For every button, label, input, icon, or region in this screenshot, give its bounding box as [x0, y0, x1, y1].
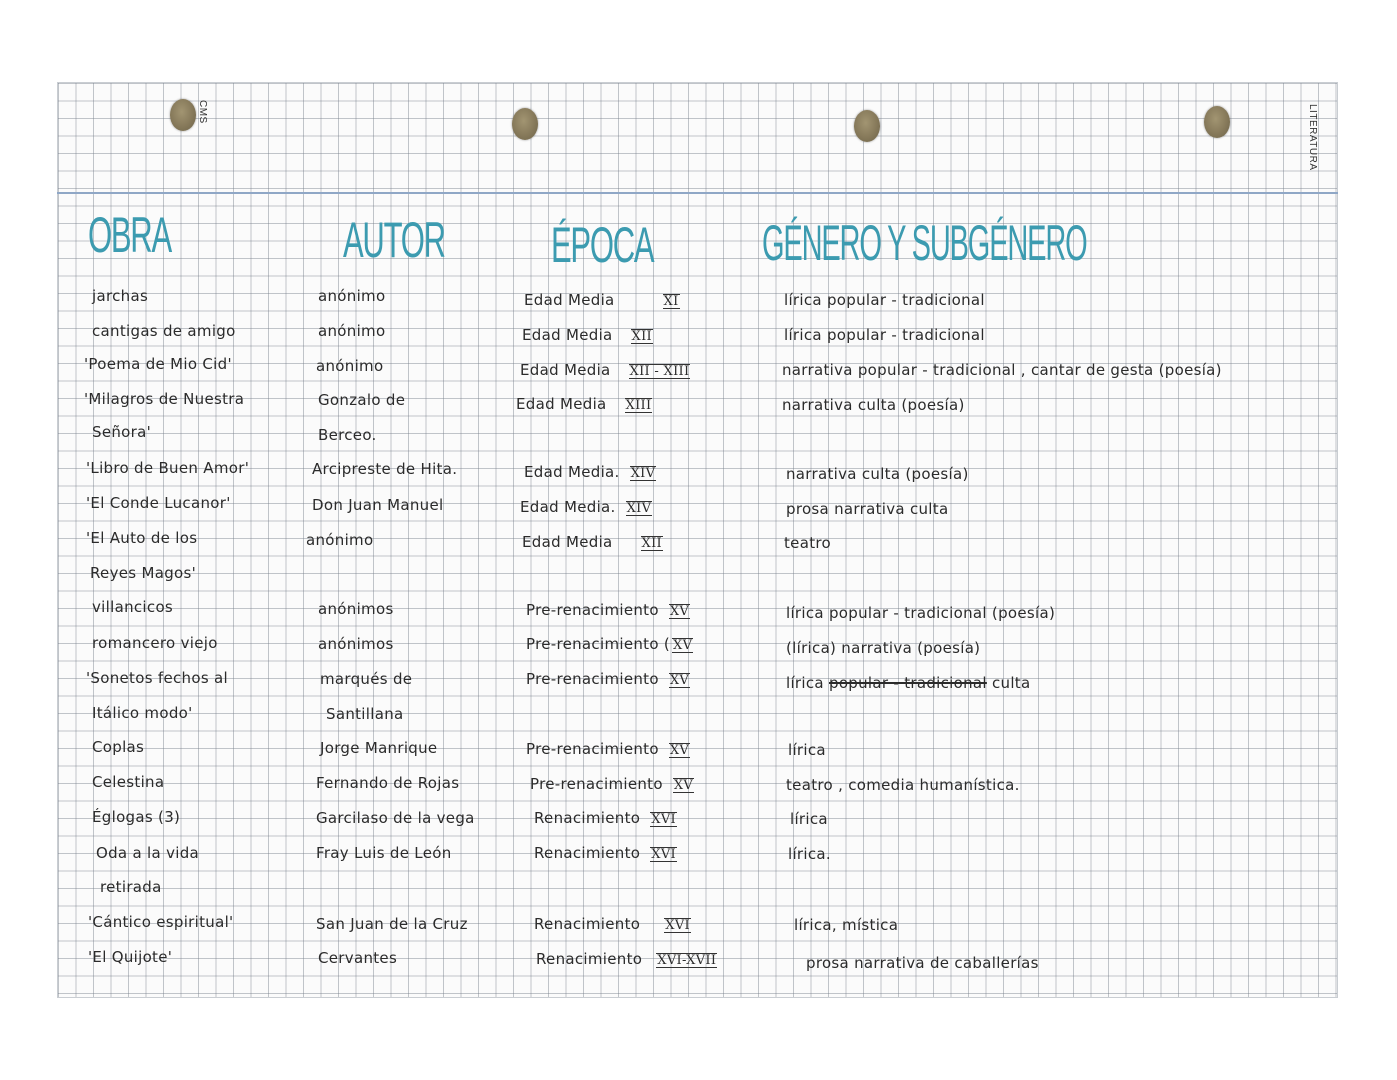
- autor-cell: Don Juan Manuel: [312, 496, 444, 514]
- genero-cell: (lírica) narrativa (poesía): [786, 639, 981, 657]
- punch-hole-4: [1204, 106, 1230, 138]
- epoca-cell: Renacimiento XVI: [534, 844, 676, 862]
- heading-epoca: ÉPOCA: [551, 217, 654, 273]
- autor-cell: marqués de: [320, 670, 413, 688]
- obra-cell: 'El Auto de los: [86, 529, 198, 547]
- autor-cell: anónimos: [318, 635, 394, 653]
- epoca-cell: Renacimiento XVI: [534, 809, 676, 827]
- epoca-cell: Pre-renacimiento XV: [526, 670, 690, 688]
- autor-cell: Jorge Manrique: [320, 739, 438, 757]
- epoca-cell: Edad Media XI: [524, 291, 679, 309]
- century-numeral: XIII: [625, 398, 652, 413]
- heading-genero: GÉNERO Y SUBGÉNERO: [762, 215, 1087, 271]
- obra-cell: 'Sonetos fechos al: [86, 669, 228, 687]
- punch-hole-3: [854, 110, 880, 142]
- epoca-cell: Renacimiento XVI-XVII: [536, 950, 717, 968]
- century-numeral: XIV: [626, 501, 652, 516]
- century-numeral: XI: [663, 294, 679, 309]
- obra-cell: retirada: [100, 878, 162, 896]
- obra-cell: 'El Quijote': [88, 948, 173, 966]
- genero-cell: narrativa popular - tradicional , cantar de gesta (poesía): [782, 361, 1222, 379]
- century-numeral: XV: [669, 604, 690, 619]
- heading-obra: OBRA: [88, 207, 171, 263]
- epoca-cell: Pre-renacimiento XV: [530, 775, 694, 793]
- century-numeral: XII: [631, 329, 652, 344]
- autor-cell: anónimo: [318, 322, 386, 340]
- autor-cell: anónimo: [316, 357, 384, 375]
- obra-cell: romancero viejo: [92, 634, 218, 652]
- genero-cell: lírica popular - tradicional: [784, 291, 985, 309]
- genero-cell: prosa narrativa culta: [786, 500, 949, 518]
- obra-cell: Églogas (3): [92, 808, 181, 826]
- century-numeral: XVI: [651, 847, 676, 862]
- century-numeral: XVI-XVII: [657, 953, 717, 968]
- genero-cell: lírica, mística: [794, 916, 899, 934]
- epoca-cell: Pre-renacimiento XV: [526, 601, 690, 619]
- genero-cell: lírica: [788, 741, 826, 759]
- epoca-cell: Edad Media XII - XIII: [520, 361, 690, 379]
- genero-cell: lírica popular - tradicional culta: [786, 674, 1031, 692]
- century-numeral: XII: [641, 536, 662, 551]
- century-numeral: XV: [673, 778, 694, 793]
- epoca-cell: Edad Media. XIV: [520, 498, 652, 516]
- autor-cell: Cervantes: [318, 949, 398, 967]
- century-numeral: XV: [669, 673, 690, 688]
- obra-cell: Reyes Magos': [90, 564, 197, 582]
- epoca-cell: Edad Media XII: [522, 533, 662, 551]
- obra-cell: 'El Conde Lucanor': [86, 494, 231, 512]
- century-numeral: XV: [673, 638, 693, 653]
- genero-cell: teatro: [784, 534, 831, 552]
- obra-cell: 'Libro de Buen Amor': [86, 459, 250, 477]
- genero-cell: narrativa culta (poesía): [782, 396, 965, 414]
- century-numeral: XIV: [630, 466, 656, 481]
- obra-cell: Coplas: [92, 738, 145, 756]
- genero-cell: lírica: [790, 810, 828, 828]
- initials-tag: CMS: [197, 100, 208, 124]
- autor-cell: Fray Luis de León: [316, 844, 452, 862]
- genero-cell: lírica popular - tradicional: [784, 326, 985, 344]
- obra-cell: 'Milagros de Nuestra: [84, 390, 245, 408]
- epoca-cell: Pre-renacimiento XV: [526, 740, 690, 758]
- obra-cell: villancicos: [92, 598, 174, 616]
- autor-cell: anónimos: [318, 600, 394, 618]
- notebook-page: [57, 82, 1338, 998]
- obra-cell: Celestina: [92, 773, 165, 791]
- century-numeral: XVI: [665, 918, 690, 933]
- genero-cell: narrativa culta (poesía): [786, 465, 969, 483]
- autor-cell: anónimo: [318, 287, 386, 305]
- punch-hole-2: [512, 108, 538, 140]
- autor-cell: San Juan de la Cruz: [316, 915, 468, 933]
- autor-cell: Garcilaso de la vega: [316, 809, 475, 827]
- genero-cell: lírica popular - tradicional (poesía): [786, 604, 1056, 622]
- autor-cell: Arcipreste de Hita.: [312, 460, 458, 478]
- obra-cell: Itálico modo': [92, 704, 193, 722]
- epoca-cell: Edad Media XII: [522, 326, 652, 344]
- genero-cell: prosa narrativa de caballerías: [806, 954, 1039, 972]
- century-numeral: XVI: [651, 812, 676, 827]
- obra-cell: jarchas: [92, 287, 149, 305]
- obra-cell: Oda a la vida: [96, 844, 200, 862]
- epoca-cell: Edad Media. XIV: [524, 463, 656, 481]
- punch-hole-1: [170, 99, 196, 131]
- autor-cell: Berceo.: [318, 426, 377, 444]
- heading-autor: AUTOR: [343, 212, 445, 268]
- autor-cell: anónimo: [306, 531, 374, 549]
- autor-cell: Gonzalo de: [318, 391, 406, 409]
- genero-cell: teatro , comedia humanística.: [786, 776, 1020, 794]
- obra-cell: 'Cántico espiritual': [88, 913, 234, 931]
- obra-cell: Señora': [92, 423, 152, 441]
- century-numeral: XV: [669, 743, 690, 758]
- obra-cell: cantigas de amigo: [92, 322, 236, 340]
- century-numeral: XII - XIII: [629, 364, 690, 379]
- epoca-cell: Pre-renacimiento ( XV: [526, 635, 693, 653]
- obra-cell: 'Poema de Mio Cid': [84, 355, 232, 373]
- top-margin-line: [57, 192, 1338, 194]
- epoca-cell: Edad Media XIII: [516, 395, 652, 413]
- genero-cell: lírica.: [788, 845, 831, 863]
- subject-tag: LITERATURA: [1307, 104, 1318, 171]
- struck-out-text: popular - tradicional: [829, 674, 987, 692]
- autor-cell: Fernando de Rojas: [316, 774, 460, 792]
- epoca-cell: Renacimiento XVI: [534, 915, 690, 933]
- autor-cell: Santillana: [326, 705, 404, 723]
